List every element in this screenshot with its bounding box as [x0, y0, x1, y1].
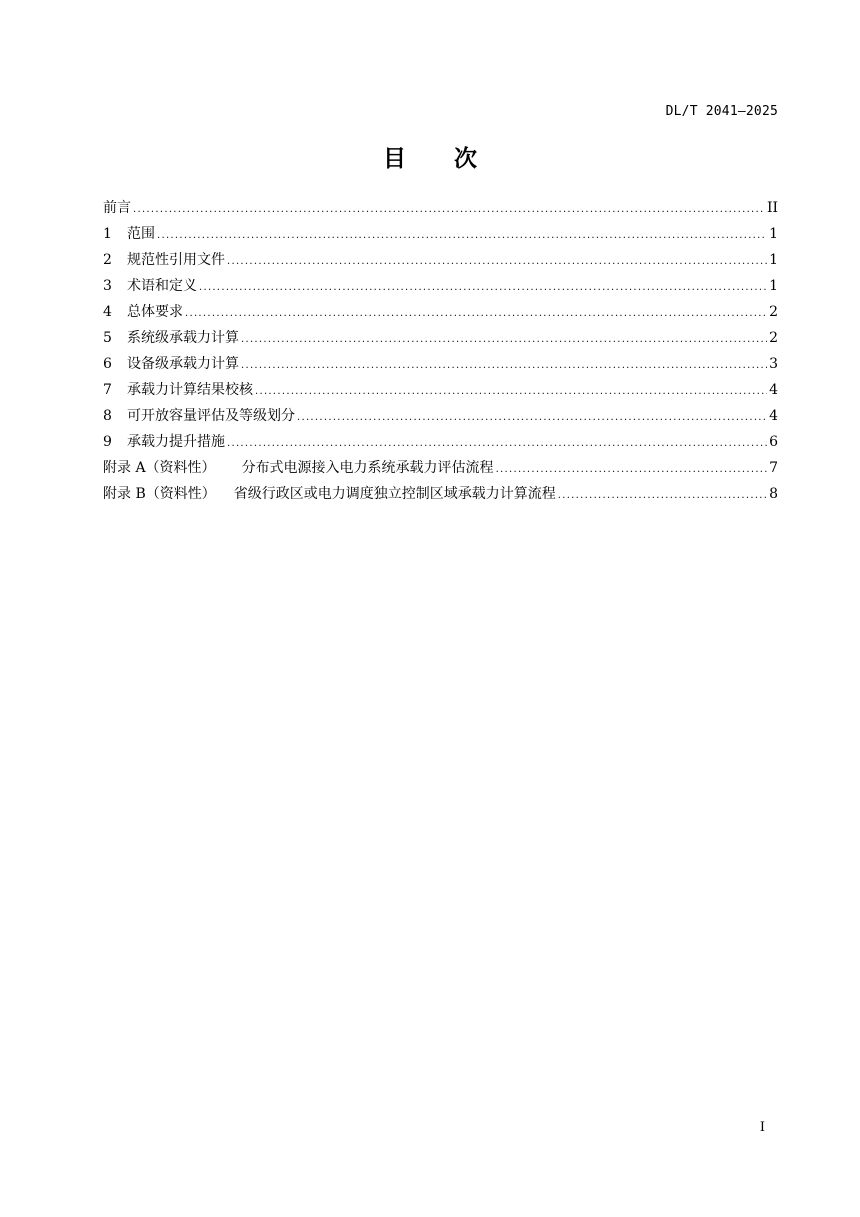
toc-entry-2[interactable]: [103, 243, 778, 269]
toc-entry-number: 3: [103, 278, 112, 294]
page-number: I: [759, 1120, 765, 1135]
toc-entry-9[interactable]: [103, 425, 778, 451]
toc-entry-foreword[interactable]: [103, 191, 778, 217]
toc-leader-dots: [199, 277, 767, 295]
toc-entry-number: 8: [103, 408, 112, 424]
toc-entry-label: 设备级承载力计算: [127, 356, 239, 372]
document-code: DL/T 2041—2025: [665, 104, 778, 119]
toc-entry-number: 9: [103, 434, 112, 450]
toc-entry-label: 前言: [103, 200, 131, 216]
toc-entry-label: 承载力计算结果校核: [127, 382, 253, 398]
toc-appendix-label: 省级行政区或电力调度独立控制区域承载力计算流程: [233, 486, 556, 502]
toc-entry-6[interactable]: [103, 347, 778, 373]
toc-entry-page: 4: [769, 408, 778, 424]
toc-entry-page: 1: [769, 252, 778, 268]
toc-entry-page: 1: [769, 278, 778, 294]
toc-leader-dots: [227, 433, 767, 451]
toc-entry-label: 承载力提升措施: [127, 434, 225, 450]
toc-leader-dots: [157, 225, 767, 243]
toc-entry-number: 6: [103, 356, 112, 372]
page-title: 目次: [383, 146, 525, 172]
toc-entry-label: 术语和定义: [127, 278, 197, 294]
toc-entry-4[interactable]: [103, 295, 778, 321]
toc-appendix-prefix: 附录 A（资料性）: [103, 460, 216, 476]
toc-leader-dots: [558, 485, 767, 503]
toc-appendix-label: 分布式电源接入电力系统承载力评估流程: [241, 460, 494, 476]
toc-entry-label: 总体要求: [127, 304, 183, 320]
toc-leader-dots: [133, 199, 765, 217]
toc-entry-7[interactable]: [103, 373, 778, 399]
toc-leader-dots: [255, 381, 767, 399]
toc-entry-page: 2: [769, 304, 778, 320]
toc-entry-8[interactable]: [103, 399, 778, 425]
toc-entry-label: 规范性引用文件: [127, 252, 225, 268]
toc-entry-page: 3: [769, 356, 778, 372]
toc-leader-dots: [241, 329, 767, 347]
toc-entry-page: 7: [769, 460, 778, 476]
toc-entry-5[interactable]: [103, 321, 778, 347]
toc-leader-dots: [241, 355, 767, 373]
toc-entry-page: 6: [769, 434, 778, 450]
toc-entry-number: 5: [103, 330, 112, 346]
toc-entry-number: 7: [103, 382, 112, 398]
toc-entry-page: 2: [769, 330, 778, 346]
toc-appendix-a[interactable]: [103, 451, 778, 477]
toc-leader-dots: [297, 407, 767, 425]
toc-entry-page: II: [766, 200, 778, 216]
toc-leader-dots: [185, 303, 767, 321]
toc-entry-number: 4: [103, 304, 112, 320]
toc-entry-1[interactable]: [103, 217, 778, 243]
toc-entry-page: 1: [769, 226, 778, 242]
toc-leader-dots: [227, 251, 767, 269]
toc-entry-number: 2: [103, 252, 112, 268]
toc-entry-label: 系统级承载力计算: [127, 330, 239, 346]
toc-entry-page: 4: [769, 382, 778, 398]
toc-entry-label: 范围: [127, 226, 155, 242]
toc-appendix-b[interactable]: [103, 477, 778, 503]
toc-entry-page: 8: [769, 486, 778, 502]
toc-entry-number: 1: [103, 226, 112, 242]
toc-appendix-prefix: 附录 B（资料性）: [103, 486, 216, 502]
table-of-contents: [103, 191, 778, 503]
toc-leader-dots: [496, 459, 768, 477]
toc-entry-label: 可开放容量评估及等级划分: [127, 408, 295, 424]
toc-entry-3[interactable]: [103, 269, 778, 295]
